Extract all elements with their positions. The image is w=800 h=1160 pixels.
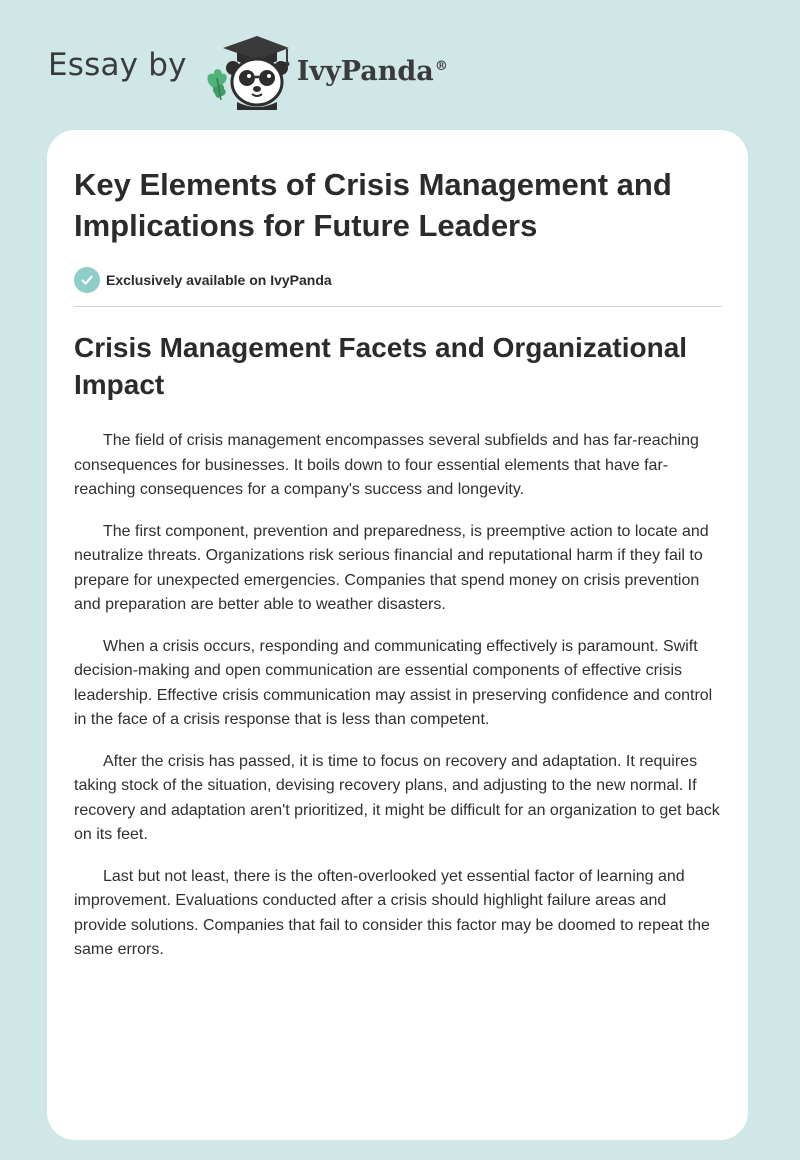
exclusive-badge (74, 266, 722, 294)
paragraph: The first component, prevention and preparedness, is preemptive action to locate and neutralize threats. Organizations risk serious financial and reputational harm if they fail to prepare for unexpected emergencies. Companies that spend money on crisis prevention and preparation are better able to weather disasters. (74, 522, 709, 613)
essay-card (47, 130, 748, 1140)
divider (74, 306, 722, 307)
paragraph: Last but not least, there is the often-overlooked yet essential factor of learning and improvement. Evaluations conducted after a crisis should highlight failure areas and provide solutions. Companies that fail to consider this factor may be doomed to repeat the same errors. (74, 867, 710, 958)
panda-graduate-icon (201, 30, 293, 110)
brand-header (48, 30, 448, 110)
brand-name: IvyPanda® (296, 55, 448, 87)
paragraph: When a crisis occurs, responding and communicating effectively is paramount. Swift decision-making and open communication are essential components of effective crisis leadership. Effective crisis communication may assist in preserving confidence and control in the face of a crisis response that is less than competent. (74, 637, 713, 728)
brand-prefix: Essay by (48, 47, 187, 83)
paragraph: After the crisis has passed, it is time to focus on recovery and adaptation. It requires taking stock of the situation, devising recovery plans, and adjusting to the new normal. If recovery and adaptation aren't prioritized, it might be difficult for an organization to get back on its feet. (74, 752, 720, 843)
paragraph: The field of crisis management encompasses several subfields and has far-reaching consequences for businesses. It boils down to four essential elements that have far-reaching consequences for a company's success and longevity. (74, 432, 699, 498)
section-heading: Crisis Management Facets and Organizational Impact (74, 332, 688, 400)
brand-registered-mark: ® (434, 58, 448, 74)
essay-title: Key Elements of Crisis Management and Implications for Future Leaders (74, 167, 672, 243)
check-icon (74, 267, 100, 293)
badge-label: Exclusively available on IvyPanda (106, 272, 332, 288)
